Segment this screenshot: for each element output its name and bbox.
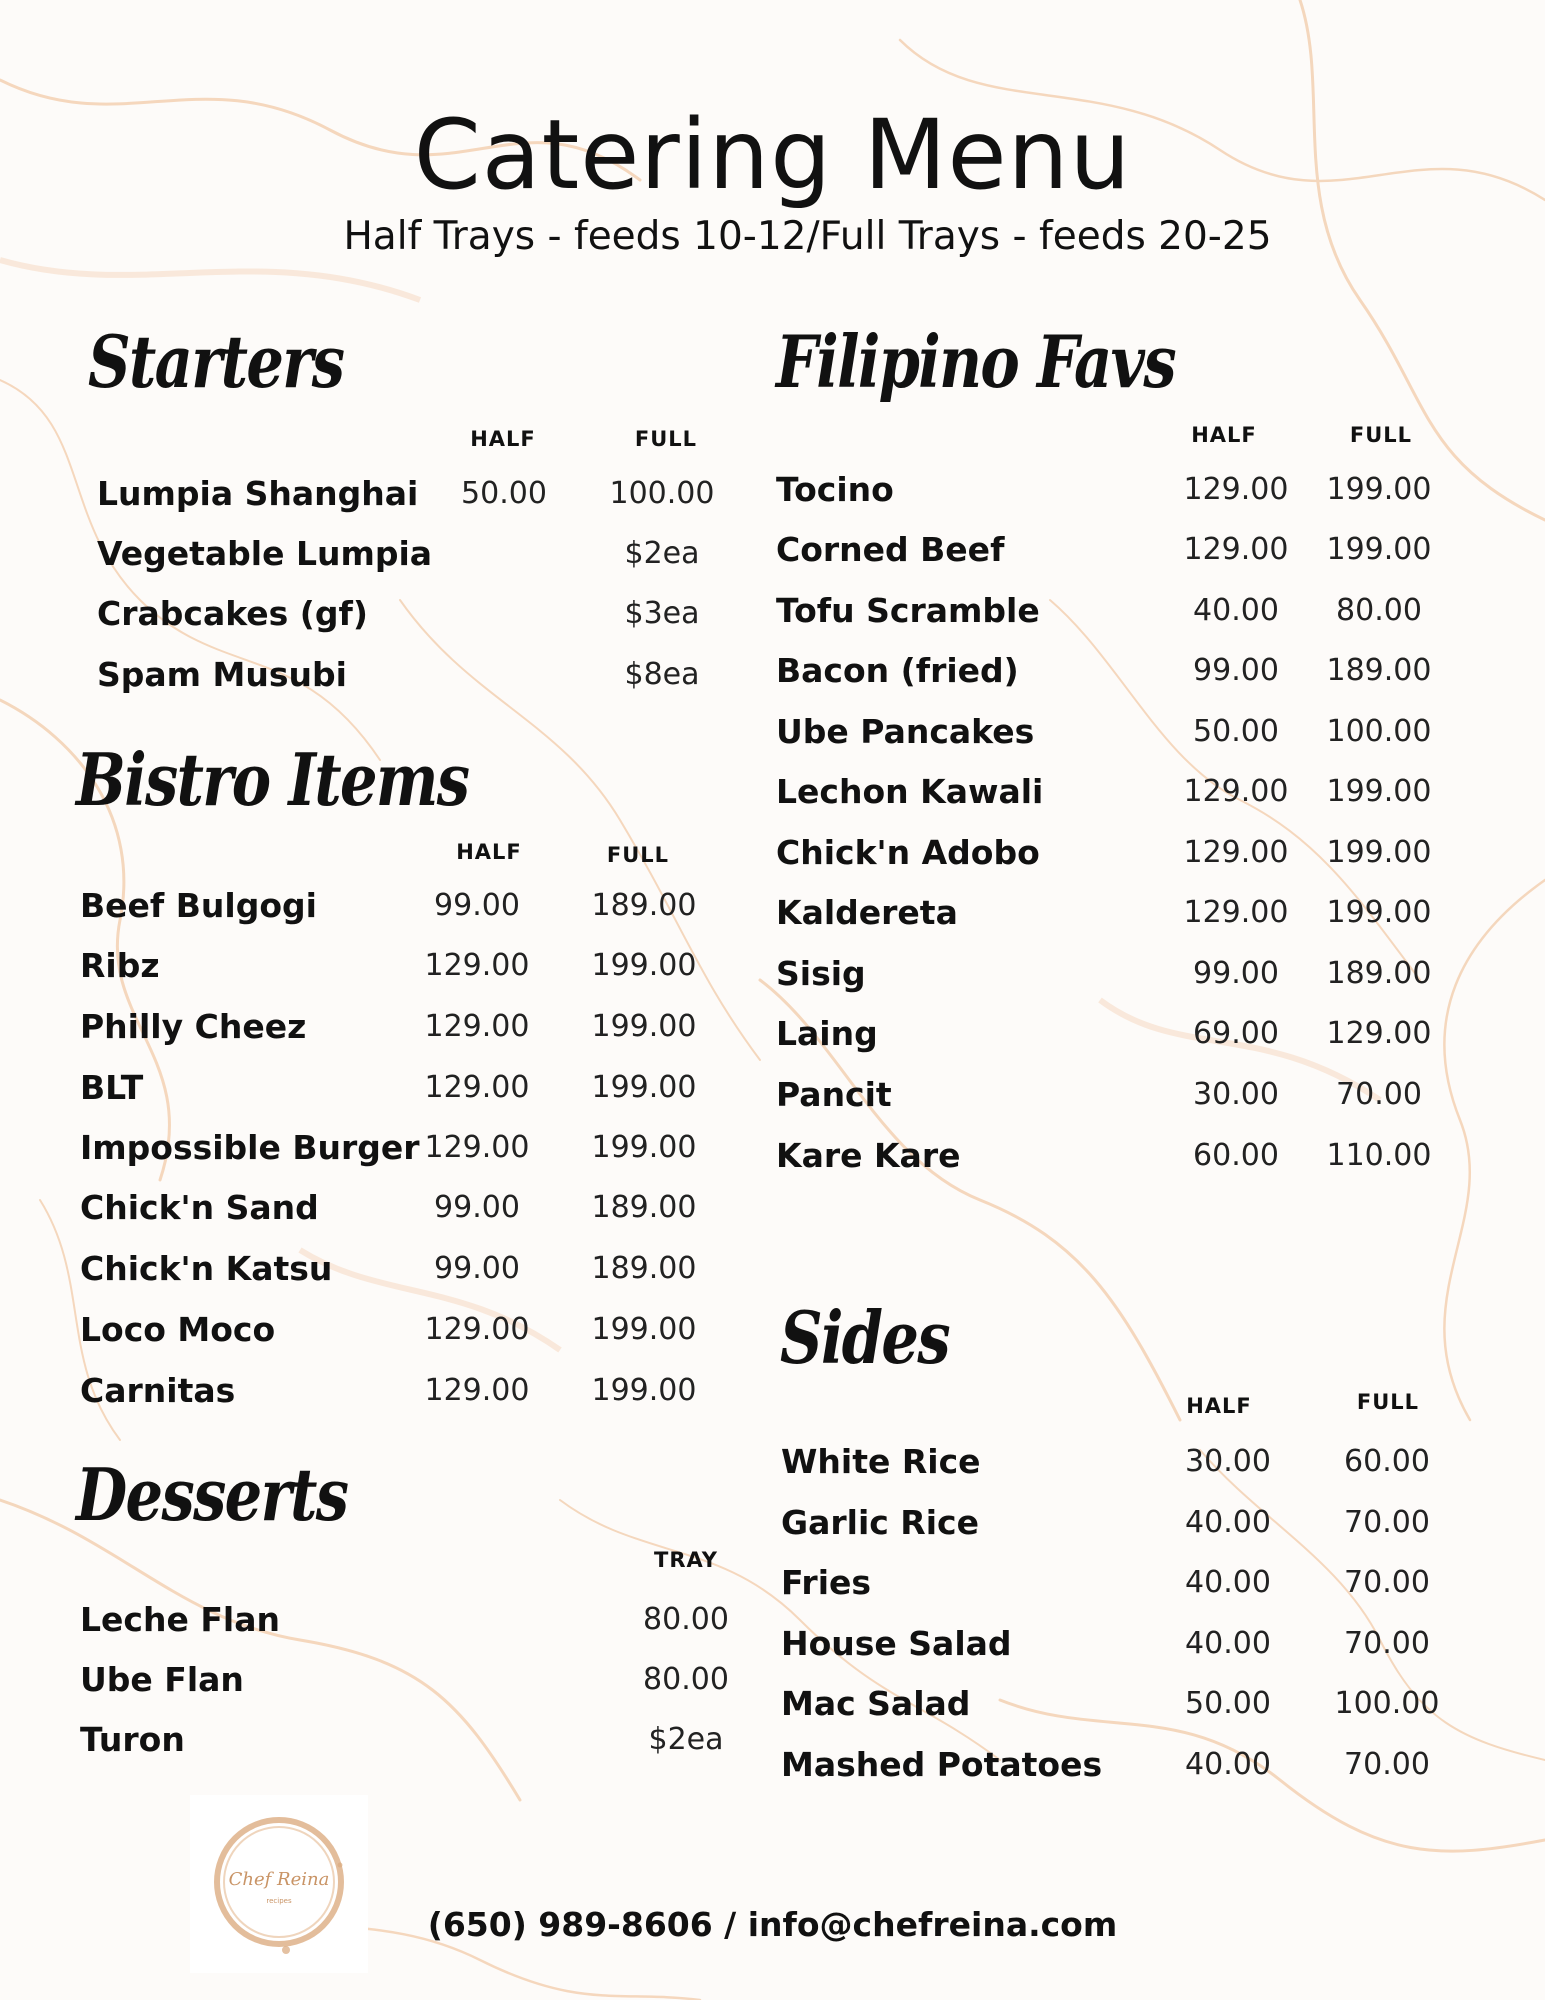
item-half-price: 50.00 [461, 476, 547, 511]
item-name: Kaldereta [776, 893, 958, 932]
item-half-price: 69.00 [1193, 1016, 1279, 1051]
sides-heading: Sides [780, 1295, 949, 1380]
item-name: BLT [80, 1068, 144, 1107]
item-name: Ribz [80, 946, 160, 985]
item-name: Carnitas [80, 1371, 236, 1410]
item-half-price: 129.00 [424, 1130, 530, 1165]
item-full-price: 199.00 [591, 1130, 697, 1165]
item-full-price: 80.00 [1336, 593, 1422, 628]
logo-ring-icon [190, 1795, 368, 1973]
item-half-price: 99.00 [434, 888, 520, 923]
item-half-price: 129.00 [1183, 774, 1289, 809]
item-full-price: 70.00 [1344, 1626, 1430, 1661]
item-name: Philly Cheez [80, 1007, 307, 1046]
item-half-price: 99.00 [434, 1251, 520, 1286]
item-name: Ube Flan [80, 1660, 244, 1699]
item-tray-price: 80.00 [643, 1602, 729, 1637]
starters-heading: Starters [88, 319, 344, 404]
item-half-price: 129.00 [424, 1070, 530, 1105]
filipino-heading: Filipino Favs [776, 319, 1175, 404]
item-name: Beef Bulgogi [80, 886, 317, 925]
item-full-price: $3ea [624, 596, 700, 631]
item-tray-price: $2ea [648, 1722, 724, 1757]
logo-subtext: recipes [266, 1897, 292, 1905]
item-full-price: 70.00 [1344, 1505, 1430, 1540]
item-full-price: 199.00 [591, 1009, 697, 1044]
item-name: House Salad [781, 1624, 1012, 1663]
bistro-half-header: HALF [456, 840, 522, 864]
item-name: Bacon (fried) [776, 651, 1019, 690]
desserts-heading: Desserts [76, 1452, 348, 1537]
item-full-price: 199.00 [1326, 532, 1432, 567]
item-full-price: $8ea [624, 657, 700, 692]
item-half-price: 129.00 [1183, 895, 1289, 930]
item-name: Garlic Rice [781, 1503, 979, 1542]
page-title: Catering Menu [413, 99, 1132, 211]
filipino-full-header: FULL [1349, 423, 1413, 447]
desserts-tray-header: TRAY [654, 1548, 718, 1572]
item-full-price: 100.00 [1326, 714, 1432, 749]
logo-text: Chef Reina [228, 1869, 330, 1890]
item-name: Tofu Scramble [776, 591, 1040, 630]
item-full-price: 70.00 [1344, 1565, 1430, 1600]
item-full-price: 189.00 [591, 1190, 697, 1225]
item-full-price: 199.00 [1326, 895, 1432, 930]
item-full-price: 100.00 [609, 476, 715, 511]
item-full-price: 110.00 [1326, 1138, 1432, 1173]
item-half-price: 129.00 [424, 1373, 530, 1408]
sides-full-header: FULL [1356, 1390, 1420, 1414]
item-name: Chick'n Sand [80, 1188, 319, 1227]
item-name: Corned Beef [776, 530, 1005, 569]
item-half-price: 60.00 [1193, 1138, 1279, 1173]
item-half-price: 40.00 [1185, 1505, 1271, 1540]
item-half-price: 129.00 [424, 1312, 530, 1347]
item-half-price: 129.00 [424, 1009, 530, 1044]
item-name: Kare Kare [776, 1136, 961, 1175]
contact-info: (650) 989-8606 / info@chefreina.com [427, 1905, 1118, 1944]
item-half-price: 40.00 [1185, 1565, 1271, 1600]
item-name: Lechon Kawali [776, 772, 1044, 811]
item-name: Lumpia Shanghai [97, 474, 419, 513]
item-name: Chick'n Katsu [80, 1249, 333, 1288]
item-full-price: 199.00 [1326, 835, 1432, 870]
item-full-price: 60.00 [1344, 1444, 1430, 1479]
item-full-price: 129.00 [1326, 1016, 1432, 1051]
item-half-price: 99.00 [434, 1190, 520, 1225]
bistro-full-header: FULL [606, 843, 670, 867]
item-half-price: 40.00 [1185, 1626, 1271, 1661]
item-full-price: 70.00 [1344, 1747, 1430, 1782]
sides-half-header: HALF [1186, 1394, 1252, 1418]
item-full-price: 100.00 [1334, 1686, 1440, 1721]
item-tray-price: 80.00 [643, 1662, 729, 1697]
item-name: White Rice [781, 1442, 981, 1481]
item-full-price: $2ea [624, 536, 700, 571]
item-full-price: 189.00 [591, 888, 697, 923]
item-name: Vegetable Lumpia [97, 534, 433, 573]
item-half-price: 40.00 [1193, 593, 1279, 628]
filipino-half-header: HALF [1191, 423, 1257, 447]
item-name: Turon [80, 1720, 185, 1759]
item-name: Fries [781, 1563, 872, 1602]
item-full-price: 199.00 [591, 1312, 697, 1347]
item-full-price: 199.00 [591, 1373, 697, 1408]
starters-half-header: HALF [470, 427, 536, 451]
bistro-heading: Bistro Items [76, 737, 469, 822]
item-half-price: 129.00 [1183, 835, 1289, 870]
item-name: Chick'n Adobo [776, 833, 1040, 872]
item-name: Sisig [776, 954, 866, 993]
item-name: Impossible Burger [80, 1128, 420, 1167]
item-full-price: 189.00 [591, 1251, 697, 1286]
item-half-price: 129.00 [1183, 532, 1289, 567]
item-full-price: 199.00 [591, 948, 697, 983]
item-half-price: 99.00 [1193, 653, 1279, 688]
item-half-price: 40.00 [1185, 1747, 1271, 1782]
item-name: Loco Moco [80, 1310, 276, 1349]
item-half-price: 129.00 [424, 948, 530, 983]
item-half-price: 50.00 [1185, 1686, 1271, 1721]
item-name: Mac Salad [781, 1684, 971, 1723]
item-full-price: 199.00 [1326, 472, 1432, 507]
item-full-price: 189.00 [1326, 956, 1432, 991]
item-name: Spam Musubi [97, 655, 347, 694]
item-name: Tocino [776, 470, 894, 509]
item-name: Ube Pancakes [776, 712, 1035, 751]
starters-full-header: FULL [634, 427, 698, 451]
item-half-price: 30.00 [1193, 1077, 1279, 1112]
item-name: Crabcakes (gf) [97, 594, 368, 633]
item-name: Leche Flan [80, 1600, 280, 1639]
item-full-price: 189.00 [1326, 653, 1432, 688]
item-full-price: 199.00 [591, 1070, 697, 1105]
page-subtitle: Half Trays - feeds 10-12/Full Trays - feeds 20-25 [343, 214, 1272, 259]
item-name: Laing [776, 1014, 878, 1053]
item-half-price: 129.00 [1183, 472, 1289, 507]
item-half-price: 30.00 [1185, 1444, 1271, 1479]
item-name: Pancit [776, 1075, 892, 1114]
item-full-price: 199.00 [1326, 774, 1432, 809]
item-half-price: 50.00 [1193, 714, 1279, 749]
chef-reina-logo [190, 1795, 368, 1973]
item-half-price: 99.00 [1193, 956, 1279, 991]
item-full-price: 70.00 [1336, 1077, 1422, 1112]
item-name: Mashed Potatoes [781, 1745, 1103, 1784]
